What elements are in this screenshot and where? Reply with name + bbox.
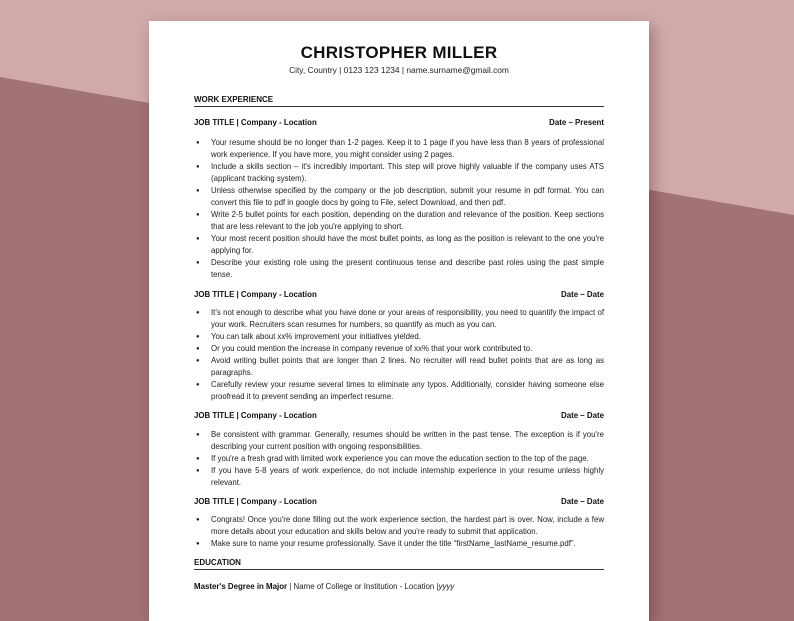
bullet-item: ● Make sure to name your resume professionally. Save it under the title “firstName_lastName_resume.pdf”. (194, 538, 604, 550)
bullet-item: ● Avoid writing bullet points that are longer than 2 lines. No recruiter will read bullet points that are as long as paragraphs. (194, 355, 604, 379)
education-year: yyyy (438, 582, 455, 591)
bullet-item: ● You can talk about xx% improvement your initiatives yielded. (194, 331, 604, 343)
bullet-item: ● If you have 5-8 years of work experience, do not include internship experience in your resume unless highly relevant. (194, 465, 604, 489)
bullet-item: ● Or you could mention the increase in company revenue of xx% that your work contributed to. (194, 343, 604, 355)
bullet-item: ● It's not enough to describe what you have done or your areas of responsibility, you need to quantify the impact of your work. Recruiters scan resumes for numbers, so quantify as much as you can. (194, 307, 604, 331)
job-date: Date – Date (561, 290, 604, 299)
bullet-item: ● Unless otherwise specified by the company or the job description, submit your resume in pdf format. You can convert this file to pdf in google docs by going to File, select Download, and then pdf. (194, 185, 604, 209)
job-bullets (194, 307, 604, 403)
contact-line: City, Country | 0123 123 1234 | name.surname@gmail.com (289, 65, 509, 75)
job-title: JOB TITLE | Company - Location (194, 411, 317, 420)
job-title: JOB TITLE | Company - Location (194, 118, 317, 127)
job-header (194, 118, 604, 127)
job-title: JOB TITLE | Company - Location (194, 290, 317, 299)
job-date: Date – Date (561, 497, 604, 506)
bullet-item: ● Congrats! Once you're done filling out the work experience section, the hardest part is over. Now, include a few more details about your education and skills below and you're ready to submit that application. (194, 514, 604, 538)
bullet-item: ● Include a skills section – it's incredibly important. This step will prove highly valuable if the company uses ATS (applicant tracking system). (194, 161, 604, 185)
bullet-item: ● If you're a fresh grad with limited work experience you can move the education section to the top of the page. (194, 453, 604, 465)
resume-page (149, 21, 649, 621)
degree: Master's Degree in Major (194, 582, 288, 591)
job-header (194, 290, 604, 299)
job-bullets (194, 429, 604, 489)
bullet-item: ● Write 2-5 bullet points for each position, depending on the duration and relevance of the position. Keep sections that are less relevant to the job you're applying to short. (194, 209, 604, 233)
job-date: Date – Date (561, 411, 604, 420)
job-bullets (194, 137, 604, 281)
job-title: JOB TITLE | Company - Location (194, 497, 317, 506)
education-line (194, 582, 604, 591)
bullet-item: ● Your most recent position should have the most bullet points, as long as the position is relevant to the one you're applying for. (194, 233, 604, 257)
education-details: | Name of College or Institution - Location | (287, 582, 439, 591)
bullet-item: ● Carefully review your resume several times to eliminate any typos. Additionally, consider having someone else proofread it to prevent sending an imperfect resume. (194, 379, 604, 403)
work-experience-heading: WORK EXPERIENCE (194, 95, 604, 107)
job-header (194, 411, 604, 420)
job-header (194, 497, 604, 506)
bullet-item: ● Describe your existing role using the present continuous tense and describe past roles using the past simple tense. (194, 257, 604, 281)
education-heading: EDUCATION (194, 558, 604, 570)
bullet-item: ● Your resume should be no longer than 1-2 pages. Keep it to 1 page if you have less than 8 years of professional work experience. If you have more, you might consider using 2 pages. (194, 137, 604, 161)
job-date: Date – Present (549, 118, 604, 127)
bullet-item: ● Be consistent with grammar. Generally, resumes should be written in the past tense. The exception is if you're describing your current position with ongoing responsibilities. (194, 429, 604, 453)
job-bullets (194, 514, 604, 550)
candidate-name: CHRISTOPHER MILLER (300, 43, 498, 62)
